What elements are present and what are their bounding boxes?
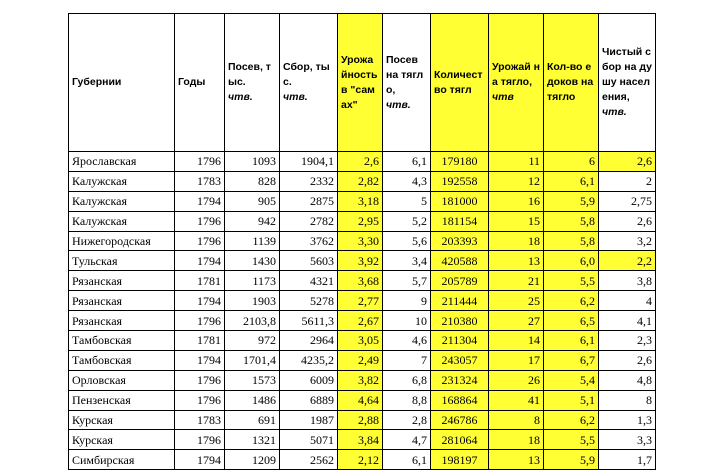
cell-yield-per-tyaglo: 14 bbox=[489, 331, 544, 351]
cell-tyaglo-count: 211444 bbox=[431, 291, 489, 311]
cell-eaters-per-tyaglo: 6,1 bbox=[544, 171, 599, 191]
cell-tyaglo-count: 192558 bbox=[431, 171, 489, 191]
cell-yield-self: 4,64 bbox=[338, 390, 383, 410]
cell-eaters-per-tyaglo: 5,1 bbox=[544, 390, 599, 410]
cell-net-per-capita: 8 bbox=[599, 390, 656, 410]
cell-yield-self: 2,6 bbox=[338, 152, 383, 172]
cell-harvest: 5071 bbox=[280, 430, 338, 450]
cell-yield-per-tyaglo: 25 bbox=[489, 291, 544, 311]
table-row bbox=[69, 450, 656, 470]
cell-sown-per-tyaglo: 6,1 bbox=[383, 152, 431, 172]
table-body bbox=[69, 152, 656, 470]
cell-yield-per-tyaglo: 16 bbox=[489, 191, 544, 211]
cell-sown: 1573 bbox=[225, 370, 280, 390]
table-row bbox=[69, 271, 656, 291]
cell-year: 1796 bbox=[175, 231, 225, 251]
cell-harvest: 6889 bbox=[280, 390, 338, 410]
cell-sown: 1486 bbox=[225, 390, 280, 410]
cell-sown: 828 bbox=[225, 171, 280, 191]
cell-year: 1783 bbox=[175, 171, 225, 191]
cell-eaters-per-tyaglo: 6,2 bbox=[544, 410, 599, 430]
cell-eaters-per-tyaglo: 5,9 bbox=[544, 191, 599, 211]
cell-province: Курская bbox=[69, 430, 175, 450]
cell-harvest: 1904,1 bbox=[280, 152, 338, 172]
cell-province: Тамбовская bbox=[69, 350, 175, 370]
cell-harvest: 2875 bbox=[280, 191, 338, 211]
cell-net-per-capita: 4,8 bbox=[599, 370, 656, 390]
col-header-province: Губернии bbox=[69, 14, 175, 152]
cell-sown: 1209 bbox=[225, 450, 280, 470]
cell-harvest: 4235,2 bbox=[280, 350, 338, 370]
cell-sown: 1903 bbox=[225, 291, 280, 311]
cell-sown: 1430 bbox=[225, 251, 280, 271]
cell-province: Рязанская bbox=[69, 291, 175, 311]
cell-province: Курская bbox=[69, 410, 175, 430]
cell-net-per-capita: 2,6 bbox=[599, 211, 656, 231]
cell-yield-self: 3,18 bbox=[338, 191, 383, 211]
cell-harvest: 2332 bbox=[280, 171, 338, 191]
cell-sown: 1321 bbox=[225, 430, 280, 450]
cell-tyaglo-count: 210380 bbox=[431, 311, 489, 331]
cell-sown: 942 bbox=[225, 211, 280, 231]
cell-yield-per-tyaglo: 21 bbox=[489, 271, 544, 291]
cell-yield-per-tyaglo: 13 bbox=[489, 251, 544, 271]
cell-yield-self: 3,68 bbox=[338, 271, 383, 291]
table-row bbox=[69, 350, 656, 370]
cell-sown-per-tyaglo: 3,4 bbox=[383, 251, 431, 271]
cell-sown: 1139 bbox=[225, 231, 280, 251]
col-header-harvest: Сбор, тыс. чтв. bbox=[280, 14, 338, 152]
cell-yield-per-tyaglo: 27 bbox=[489, 311, 544, 331]
cell-year: 1796 bbox=[175, 430, 225, 450]
cell-yield-per-tyaglo: 12 bbox=[489, 171, 544, 191]
cell-year: 1794 bbox=[175, 191, 225, 211]
cell-sown-per-tyaglo: 4,7 bbox=[383, 430, 431, 450]
cell-year: 1796 bbox=[175, 311, 225, 331]
cell-yield-per-tyaglo: 11 bbox=[489, 152, 544, 172]
cell-yield-self: 3,30 bbox=[338, 231, 383, 251]
cell-net-per-capita: 2,6 bbox=[599, 350, 656, 370]
cell-yield-per-tyaglo: 8 bbox=[489, 410, 544, 430]
cell-sown-per-tyaglo: 10 bbox=[383, 311, 431, 331]
cell-tyaglo-count: 168864 bbox=[431, 390, 489, 410]
cell-province: Ярославская bbox=[69, 152, 175, 172]
cell-year: 1796 bbox=[175, 390, 225, 410]
cell-sown-per-tyaglo: 7 bbox=[383, 350, 431, 370]
table-row bbox=[69, 331, 656, 351]
cell-sown: 972 bbox=[225, 331, 280, 351]
table-row bbox=[69, 171, 656, 191]
cell-yield-self: 3,92 bbox=[338, 251, 383, 271]
cell-yield-self: 2,88 bbox=[338, 410, 383, 430]
cell-net-per-capita: 3,3 bbox=[599, 430, 656, 450]
table-row bbox=[69, 291, 656, 311]
cell-net-per-capita: 2,3 bbox=[599, 331, 656, 351]
cell-province: Тульская bbox=[69, 251, 175, 271]
table-row bbox=[69, 251, 656, 271]
cell-eaters-per-tyaglo: 5,5 bbox=[544, 271, 599, 291]
cell-year: 1794 bbox=[175, 291, 225, 311]
cell-harvest: 2562 bbox=[280, 450, 338, 470]
table-row bbox=[69, 370, 656, 390]
cell-sown: 1173 bbox=[225, 271, 280, 291]
cell-tyaglo-count: 198197 bbox=[431, 450, 489, 470]
cell-province: Рязанская bbox=[69, 271, 175, 291]
grain-yield-table bbox=[68, 13, 656, 470]
cell-eaters-per-tyaglo: 6 bbox=[544, 152, 599, 172]
cell-sown-per-tyaglo: 5,6 bbox=[383, 231, 431, 251]
cell-harvest: 2782 bbox=[280, 211, 338, 231]
col-header-yield-per-tyaglo: Урожай на тягло, чтв bbox=[489, 14, 544, 152]
col-header-sown: Посев, тыс. чтв. bbox=[225, 14, 280, 152]
cell-year: 1796 bbox=[175, 370, 225, 390]
col-header-yield-self: Урожайность в "самах" bbox=[338, 14, 383, 152]
cell-eaters-per-tyaglo: 6,2 bbox=[544, 291, 599, 311]
cell-province: Пензенская bbox=[69, 390, 175, 410]
cell-tyaglo-count: 243057 bbox=[431, 350, 489, 370]
cell-year: 1781 bbox=[175, 331, 225, 351]
cell-province: Тамбовская bbox=[69, 331, 175, 351]
cell-province: Рязанская bbox=[69, 311, 175, 331]
cell-yield-per-tyaglo: 26 bbox=[489, 370, 544, 390]
cell-harvest: 1987 bbox=[280, 410, 338, 430]
cell-yield-self: 2,49 bbox=[338, 350, 383, 370]
cell-year: 1796 bbox=[175, 152, 225, 172]
cell-tyaglo-count: 181154 bbox=[431, 211, 489, 231]
cell-sown: 905 bbox=[225, 191, 280, 211]
cell-net-per-capita: 3,8 bbox=[599, 271, 656, 291]
cell-sown-per-tyaglo: 9 bbox=[383, 291, 431, 311]
cell-net-per-capita: 2,75 bbox=[599, 191, 656, 211]
cell-yield-self: 2,82 bbox=[338, 171, 383, 191]
cell-net-per-capita: 4 bbox=[599, 291, 656, 311]
table-row bbox=[69, 231, 656, 251]
cell-tyaglo-count: 181000 bbox=[431, 191, 489, 211]
cell-province: Калужская bbox=[69, 211, 175, 231]
table-row bbox=[69, 430, 656, 450]
cell-harvest: 6009 bbox=[280, 370, 338, 390]
cell-year: 1794 bbox=[175, 251, 225, 271]
cell-year: 1794 bbox=[175, 350, 225, 370]
cell-tyaglo-count: 231324 bbox=[431, 370, 489, 390]
cell-harvest: 4321 bbox=[280, 271, 338, 291]
header-row bbox=[69, 14, 656, 152]
cell-sown-per-tyaglo: 5,7 bbox=[383, 271, 431, 291]
cell-harvest: 5611,3 bbox=[280, 311, 338, 331]
cell-sown: 1701,4 bbox=[225, 350, 280, 370]
cell-sown-per-tyaglo: 5,2 bbox=[383, 211, 431, 231]
cell-net-per-capita: 2 bbox=[599, 171, 656, 191]
cell-harvest: 3762 bbox=[280, 231, 338, 251]
cell-sown-per-tyaglo: 4,3 bbox=[383, 171, 431, 191]
table-row bbox=[69, 211, 656, 231]
cell-province: Нижегородская bbox=[69, 231, 175, 251]
col-header-eaters-per-tyaglo: Кол-во едоков на тягло bbox=[544, 14, 599, 152]
cell-yield-per-tyaglo: 17 bbox=[489, 350, 544, 370]
cell-sown: 1093 bbox=[225, 152, 280, 172]
col-header-sown-per-tyaglo: Посев на тягло, чтв. bbox=[383, 14, 431, 152]
cell-yield-per-tyaglo: 15 bbox=[489, 211, 544, 231]
cell-net-per-capita: 4,1 bbox=[599, 311, 656, 331]
cell-province: Симбирская bbox=[69, 450, 175, 470]
table-row bbox=[69, 390, 656, 410]
cell-eaters-per-tyaglo: 5,8 bbox=[544, 231, 599, 251]
table-row bbox=[69, 152, 656, 172]
cell-yield-self: 2,12 bbox=[338, 450, 383, 470]
col-header-net-per-capita: Чистый сбор на душу населения, чтв. bbox=[599, 14, 656, 152]
col-header-tyaglo-count: Количество тягл bbox=[431, 14, 489, 152]
cell-net-per-capita: 3,2 bbox=[599, 231, 656, 251]
cell-net-per-capita: 1,7 bbox=[599, 450, 656, 470]
cell-sown-per-tyaglo: 6,1 bbox=[383, 450, 431, 470]
cell-tyaglo-count: 246786 bbox=[431, 410, 489, 430]
cell-tyaglo-count: 205789 bbox=[431, 271, 489, 291]
cell-sown-per-tyaglo: 8,8 bbox=[383, 390, 431, 410]
cell-tyaglo-count: 203393 bbox=[431, 231, 489, 251]
cell-sown: 691 bbox=[225, 410, 280, 430]
cell-eaters-per-tyaglo: 5,5 bbox=[544, 430, 599, 450]
cell-net-per-capita: 2,2 bbox=[599, 251, 656, 271]
cell-yield-per-tyaglo: 18 bbox=[489, 430, 544, 450]
cell-yield-self: 2,95 bbox=[338, 211, 383, 231]
cell-net-per-capita: 2,6 bbox=[599, 152, 656, 172]
cell-eaters-per-tyaglo: 6,7 bbox=[544, 350, 599, 370]
cell-sown: 2103,8 bbox=[225, 311, 280, 331]
cell-yield-self: 2,77 bbox=[338, 291, 383, 311]
cell-province: Калужская bbox=[69, 191, 175, 211]
cell-yield-per-tyaglo: 13 bbox=[489, 450, 544, 470]
cell-tyaglo-count: 420588 bbox=[431, 251, 489, 271]
cell-year: 1794 bbox=[175, 450, 225, 470]
cell-sown-per-tyaglo: 5 bbox=[383, 191, 431, 211]
cell-tyaglo-count: 211304 bbox=[431, 331, 489, 351]
cell-sown-per-tyaglo: 4,6 bbox=[383, 331, 431, 351]
cell-eaters-per-tyaglo: 5,4 bbox=[544, 370, 599, 390]
cell-yield-self: 2,67 bbox=[338, 311, 383, 331]
cell-harvest: 5278 bbox=[280, 291, 338, 311]
cell-sown-per-tyaglo: 2,8 bbox=[383, 410, 431, 430]
cell-tyaglo-count: 179180 bbox=[431, 152, 489, 172]
table-row bbox=[69, 311, 656, 331]
cell-province: Орловская bbox=[69, 370, 175, 390]
cell-eaters-per-tyaglo: 5,8 bbox=[544, 211, 599, 231]
cell-eaters-per-tyaglo: 6,1 bbox=[544, 331, 599, 351]
cell-net-per-capita: 1,3 bbox=[599, 410, 656, 430]
cell-year: 1783 bbox=[175, 410, 225, 430]
cell-year: 1796 bbox=[175, 211, 225, 231]
cell-eaters-per-tyaglo: 6,5 bbox=[544, 311, 599, 331]
cell-eaters-per-tyaglo: 6,0 bbox=[544, 251, 599, 271]
cell-sown-per-tyaglo: 6,8 bbox=[383, 370, 431, 390]
table-row bbox=[69, 410, 656, 430]
cell-harvest: 5603 bbox=[280, 251, 338, 271]
cell-yield-self: 3,05 bbox=[338, 331, 383, 351]
cell-eaters-per-tyaglo: 5,9 bbox=[544, 450, 599, 470]
cell-yield-self: 3,84 bbox=[338, 430, 383, 450]
cell-province: Калужская bbox=[69, 171, 175, 191]
cell-yield-self: 3,82 bbox=[338, 370, 383, 390]
cell-yield-per-tyaglo: 41 bbox=[489, 390, 544, 410]
cell-year: 1781 bbox=[175, 271, 225, 291]
table-row bbox=[69, 191, 656, 211]
cell-yield-per-tyaglo: 18 bbox=[489, 231, 544, 251]
cell-tyaglo-count: 281064 bbox=[431, 430, 489, 450]
col-header-years: Годы bbox=[175, 14, 225, 152]
cell-harvest: 2964 bbox=[280, 331, 338, 351]
